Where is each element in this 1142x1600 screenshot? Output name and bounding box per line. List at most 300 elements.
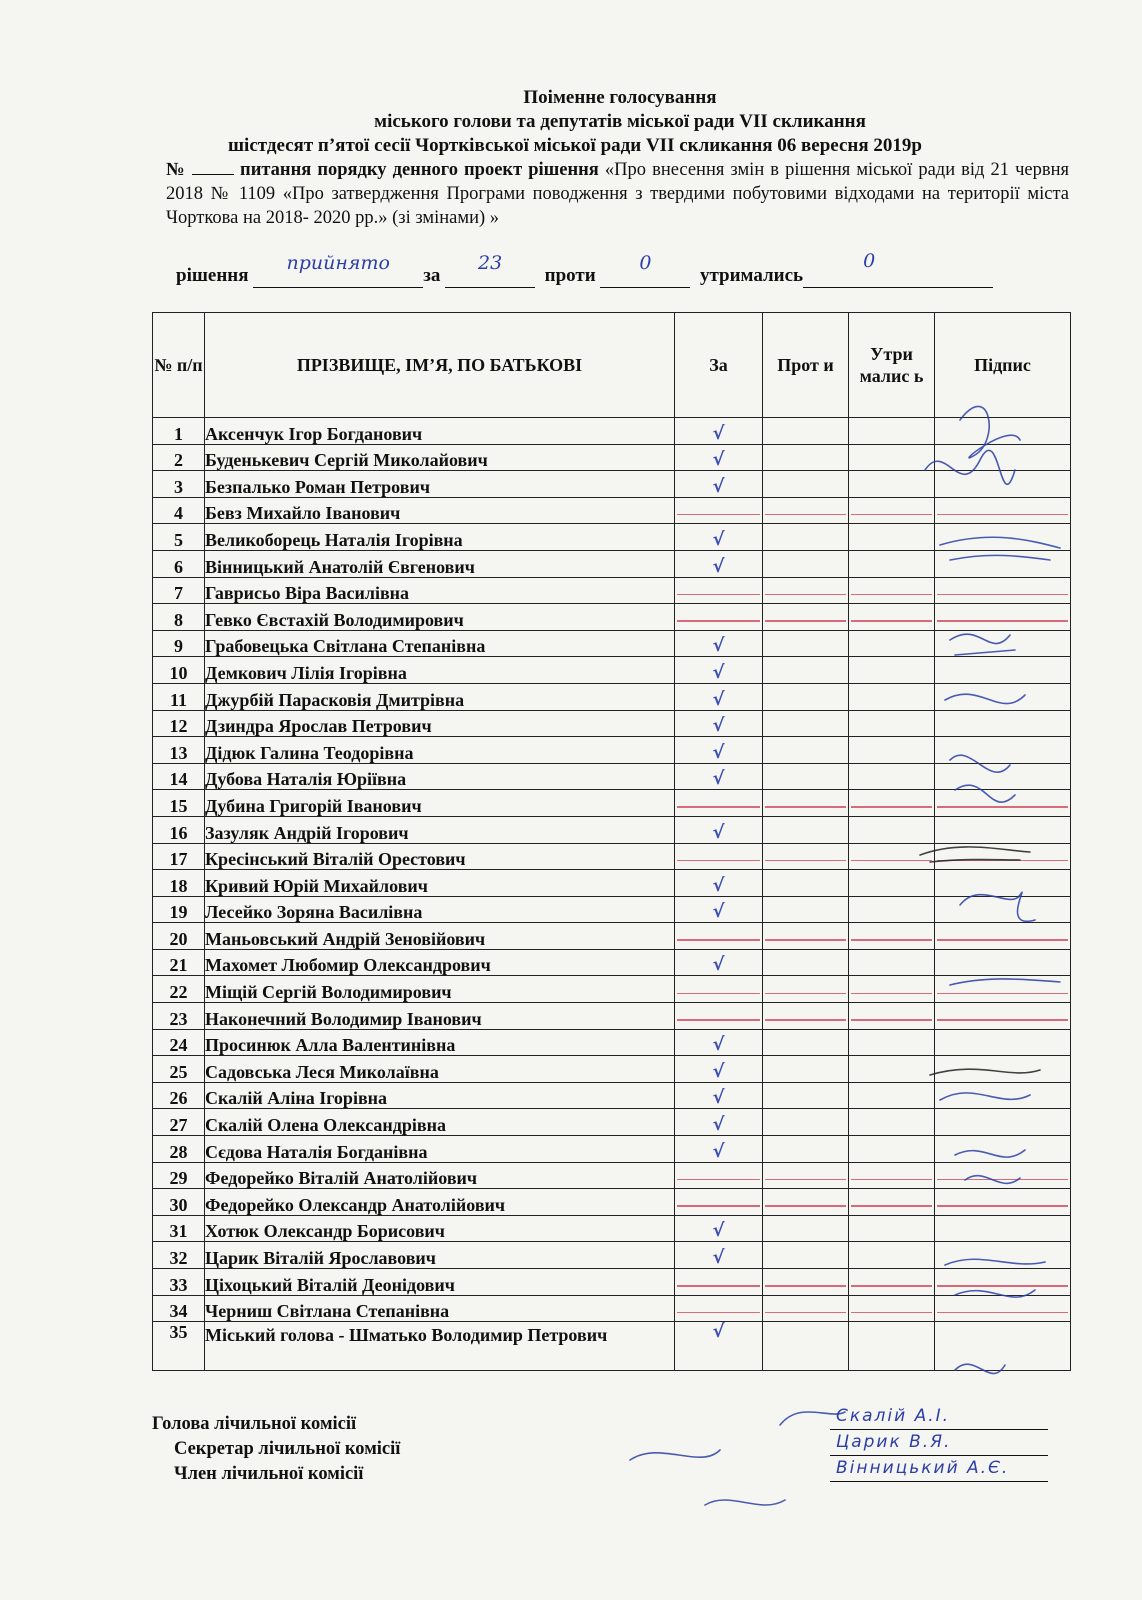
row-vote-abstained	[849, 1029, 935, 1056]
col-abstained-header: Утри малис ь	[849, 313, 935, 418]
row-vote-against	[763, 843, 849, 870]
table-row	[153, 1269, 1071, 1296]
row-vote-abstained	[849, 1056, 935, 1083]
check-mark-icon: √	[712, 449, 725, 471]
row-vote-against	[763, 1109, 849, 1136]
col-name-header: ПРІЗВИЩЕ, ІМ’Я, ПО БАТЬКОВІ	[205, 313, 675, 418]
check-mark-icon: √	[712, 741, 725, 763]
row-vote-abstained	[849, 870, 935, 897]
absent-dash	[851, 806, 932, 808]
table-row	[153, 683, 1071, 710]
row-vote-abstained	[849, 1109, 935, 1136]
table-row	[153, 1242, 1071, 1269]
for-value-field	[445, 252, 535, 288]
row-signature	[935, 790, 1071, 817]
row-name: Бевз Михайло Іванович	[205, 497, 675, 524]
absent-dash	[937, 939, 1068, 941]
row-vote-against	[763, 1029, 849, 1056]
decision-label: рішення	[176, 265, 249, 286]
absent-dash	[937, 1312, 1068, 1314]
row-name: Грабовецька Світлана Степанівна	[205, 630, 675, 657]
abstained-label: утримались	[699, 265, 804, 286]
row-vote-abstained	[849, 497, 935, 524]
row-signature	[935, 949, 1071, 976]
row-vote-for	[675, 870, 763, 897]
absent-dash	[937, 620, 1068, 622]
row-signature	[935, 843, 1071, 870]
row-vote-abstained	[849, 737, 935, 764]
agenda-label: питання порядку денного проект рішення	[240, 160, 599, 180]
row-vote-against	[763, 816, 849, 843]
absent-dash	[851, 620, 932, 622]
row-vote-against	[763, 524, 849, 551]
row-vote-abstained	[849, 923, 935, 950]
col-signature-header: Підпис	[935, 313, 1071, 418]
row-signature	[935, 471, 1071, 498]
row-vote-for	[675, 1003, 763, 1030]
row-number: 15	[153, 790, 205, 817]
row-vote-abstained	[849, 976, 935, 1003]
against-value: 0	[639, 252, 652, 274]
row-signature	[935, 1029, 1071, 1056]
row-vote-for	[675, 630, 763, 657]
row-signature	[935, 1082, 1071, 1109]
row-vote-for	[675, 949, 763, 976]
absent-dash	[765, 806, 846, 808]
row-vote-against	[763, 870, 849, 897]
agenda-number-blank	[192, 158, 234, 175]
row-number: 23	[153, 1003, 205, 1030]
row-name: Дубова Наталія Юріївна	[205, 763, 675, 790]
row-signature	[935, 683, 1071, 710]
absent-dash	[765, 1179, 846, 1181]
table-row	[153, 949, 1071, 976]
absent-dash	[851, 1312, 932, 1314]
row-name: Великоборець Наталія Ігорівна	[205, 524, 675, 551]
check-mark-icon: √	[712, 1247, 725, 1268]
row-name: Дубина Григорій Іванович	[205, 790, 675, 817]
row-vote-against	[763, 497, 849, 524]
row-signature	[935, 630, 1071, 657]
row-name: Хотюк Олександр Борисович	[205, 1215, 675, 1242]
row-vote-abstained	[849, 1082, 935, 1109]
table-row	[153, 444, 1071, 471]
row-vote-against	[763, 1242, 849, 1269]
row-signature	[935, 657, 1071, 684]
row-vote-for	[675, 1136, 763, 1163]
row-vote-abstained	[849, 896, 935, 923]
row-number: 5	[153, 524, 205, 551]
row-vote-against	[763, 604, 849, 631]
row-name: Сєдова Наталія Богданівна	[205, 1136, 675, 1163]
row-signature	[935, 550, 1071, 577]
row-signature	[935, 418, 1071, 445]
table-row	[153, 1003, 1071, 1030]
row-vote-for	[675, 1242, 763, 1269]
row-name: Царик Віталій Ярославович	[205, 1242, 675, 1269]
row-name: Скалій Олена Олександрівна	[205, 1109, 675, 1136]
row-signature	[935, 1162, 1071, 1189]
absent-dash	[677, 806, 760, 808]
table-row	[153, 1322, 1071, 1371]
row-signature	[935, 577, 1071, 604]
row-name: Дзиндра Ярослав Петрович	[205, 710, 675, 737]
row-vote-abstained	[849, 1136, 935, 1163]
absent-dash	[851, 514, 932, 516]
row-number: 31	[153, 1215, 205, 1242]
row-name: Кривий Юрій Михайлович	[205, 870, 675, 897]
row-signature	[935, 1322, 1071, 1371]
row-vote-abstained	[849, 1242, 935, 1269]
absent-dash	[677, 1019, 760, 1021]
member-name: Вінницький А.Є.	[830, 1456, 1048, 1482]
row-signature	[935, 524, 1071, 551]
check-mark-icon: √	[712, 635, 725, 657]
absent-dash	[677, 594, 760, 596]
row-vote-abstained	[849, 524, 935, 551]
member-label: Член лічильної комісії	[174, 1464, 364, 1484]
check-mark-icon: √	[712, 1321, 725, 1343]
row-signature	[935, 604, 1071, 631]
row-vote-for	[675, 1162, 763, 1189]
row-vote-against	[763, 790, 849, 817]
check-mark-icon: √	[712, 422, 725, 444]
row-vote-against	[763, 710, 849, 737]
absent-dash	[765, 620, 846, 622]
absent-dash	[937, 860, 1068, 862]
row-vote-for	[675, 1295, 763, 1322]
row-number: 29	[153, 1162, 205, 1189]
table-row	[153, 737, 1071, 764]
absent-dash	[937, 1019, 1068, 1021]
row-number: 3	[153, 471, 205, 498]
table-row	[153, 1136, 1071, 1163]
row-signature	[935, 497, 1071, 524]
table-row	[153, 1082, 1071, 1109]
absent-dash	[765, 514, 846, 516]
absent-dash	[765, 1285, 846, 1287]
vote-table-body	[153, 418, 1071, 1371]
absent-dash	[677, 1205, 760, 1207]
row-vote-abstained	[849, 1003, 935, 1030]
row-vote-against	[763, 763, 849, 790]
row-vote-for	[675, 976, 763, 1003]
row-vote-against	[763, 550, 849, 577]
row-number: 30	[153, 1189, 205, 1216]
row-vote-abstained	[849, 683, 935, 710]
decision-line	[176, 250, 1076, 288]
row-signature	[935, 763, 1071, 790]
table-row	[153, 1162, 1071, 1189]
row-name: Федорейко Олександр Анатолійович	[205, 1189, 675, 1216]
check-mark-icon: √	[712, 1060, 725, 1082]
row-vote-against	[763, 949, 849, 976]
absent-dash	[937, 1205, 1068, 1207]
check-mark-icon: √	[712, 874, 725, 896]
check-mark-icon: √	[712, 901, 725, 923]
absent-dash	[677, 1312, 760, 1314]
row-name: Маньовський Андрій Зеновійович	[205, 923, 675, 950]
row-signature	[935, 1242, 1071, 1269]
table-row	[153, 710, 1071, 737]
row-number: 18	[153, 870, 205, 897]
table-row	[153, 976, 1071, 1003]
row-vote-for	[675, 710, 763, 737]
absent-dash	[851, 1285, 932, 1287]
row-vote-against	[763, 1162, 849, 1189]
absent-dash	[851, 594, 932, 596]
row-vote-for	[675, 683, 763, 710]
abstained-value-field	[803, 250, 993, 288]
row-vote-for	[675, 1322, 763, 1371]
table-row	[153, 577, 1071, 604]
check-mark-icon: √	[712, 821, 725, 843]
row-vote-abstained	[849, 471, 935, 498]
table-row	[153, 1056, 1071, 1083]
row-vote-for	[675, 657, 763, 684]
table-row	[153, 870, 1071, 897]
row-signature	[935, 896, 1071, 923]
row-number: 26	[153, 1082, 205, 1109]
row-vote-against	[763, 577, 849, 604]
row-vote-abstained	[849, 604, 935, 631]
check-mark-icon: √	[712, 954, 725, 976]
row-number: 6	[153, 550, 205, 577]
row-vote-against	[763, 976, 849, 1003]
row-name: Вінницький Анатолій Євгенович	[205, 550, 675, 577]
absent-dash	[677, 1179, 760, 1181]
row-number: 8	[153, 604, 205, 631]
table-row	[153, 1109, 1071, 1136]
row-name: Безпалько Роман Петрович	[205, 471, 675, 498]
row-number: 25	[153, 1056, 205, 1083]
table-row	[153, 923, 1071, 950]
row-vote-abstained	[849, 763, 935, 790]
row-number: 27	[153, 1109, 205, 1136]
row-vote-for	[675, 816, 763, 843]
row-name: Джурбій Парасковія Дмитрівна	[205, 683, 675, 710]
row-name: Гаврисьо Віра Василівна	[205, 577, 675, 604]
table-row	[153, 763, 1071, 790]
document-title-block	[160, 86, 1080, 158]
table-row	[153, 790, 1071, 817]
secretary-signature	[630, 1450, 720, 1460]
secretary-label: Секретар лічильної комісії	[174, 1439, 401, 1459]
row-vote-abstained	[849, 630, 935, 657]
row-vote-for	[675, 1189, 763, 1216]
row-number: 21	[153, 949, 205, 976]
table-row	[153, 497, 1071, 524]
row-name: Міщій Сергій Володимирович	[205, 976, 675, 1003]
row-vote-for	[675, 1269, 763, 1296]
row-vote-for	[675, 497, 763, 524]
check-mark-icon: √	[712, 715, 725, 737]
row-number: 20	[153, 923, 205, 950]
table-row	[153, 1029, 1071, 1056]
row-vote-against	[763, 1056, 849, 1083]
table-row	[153, 816, 1071, 843]
check-mark-icon: √	[712, 1114, 725, 1136]
check-mark-icon: √	[712, 555, 725, 577]
row-vote-abstained	[849, 444, 935, 471]
row-vote-abstained	[849, 418, 935, 445]
row-vote-abstained	[849, 657, 935, 684]
row-name: Демкович Лілія Ігорівна	[205, 657, 675, 684]
absent-dash	[677, 1285, 760, 1287]
row-signature	[935, 976, 1071, 1003]
table-row	[153, 418, 1071, 445]
row-number: 12	[153, 710, 205, 737]
row-vote-abstained	[849, 1162, 935, 1189]
row-vote-against	[763, 1136, 849, 1163]
row-signature	[935, 1003, 1071, 1030]
row-number: 19	[153, 896, 205, 923]
absent-dash	[765, 1312, 846, 1314]
against-value-field	[600, 252, 690, 288]
absent-dash	[937, 993, 1068, 995]
row-vote-for	[675, 524, 763, 551]
row-name: Дідюк Галина Теодорівна	[205, 737, 675, 764]
row-vote-abstained	[849, 790, 935, 817]
absent-dash	[851, 1019, 932, 1021]
secretary-name: Царик В.Я.	[830, 1430, 1048, 1456]
row-signature	[935, 444, 1071, 471]
absent-dash	[851, 939, 932, 941]
row-vote-for	[675, 1109, 763, 1136]
row-number: 4	[153, 497, 205, 524]
check-mark-icon: √	[712, 1220, 725, 1242]
row-vote-against	[763, 683, 849, 710]
row-vote-against	[763, 1295, 849, 1322]
row-vote-for	[675, 790, 763, 817]
commission-labels	[152, 1412, 400, 1487]
row-signature	[935, 1215, 1071, 1242]
row-vote-against	[763, 657, 849, 684]
row-signature	[935, 816, 1071, 843]
col-number-header: № п/п	[153, 313, 205, 418]
row-number: 16	[153, 816, 205, 843]
row-vote-against	[763, 630, 849, 657]
document-title: Поіменне голосування	[523, 87, 717, 108]
vote-table-header	[153, 313, 1071, 418]
decision-value: прийнято	[286, 252, 390, 274]
check-mark-icon: √	[712, 475, 725, 497]
row-name: Гевко Євстахій Володимирович	[205, 604, 675, 631]
absent-dash	[937, 806, 1068, 808]
table-row	[153, 657, 1071, 684]
row-vote-abstained	[849, 550, 935, 577]
row-vote-for	[675, 896, 763, 923]
row-number: 10	[153, 657, 205, 684]
row-number: 22	[153, 976, 205, 1003]
row-number: 14	[153, 763, 205, 790]
row-vote-for	[675, 1082, 763, 1109]
row-vote-abstained	[849, 1322, 935, 1371]
row-name: Федорейко Віталій Анатолійович	[205, 1162, 675, 1189]
row-name: Наконечний Володимир Іванович	[205, 1003, 675, 1030]
row-vote-against	[763, 896, 849, 923]
row-vote-abstained	[849, 843, 935, 870]
absent-dash	[851, 993, 932, 995]
row-signature	[935, 737, 1071, 764]
row-number: 24	[153, 1029, 205, 1056]
commission-signers	[830, 1404, 1048, 1482]
absent-dash	[765, 993, 846, 995]
absent-dash	[765, 594, 846, 596]
member-signature	[705, 1500, 785, 1505]
row-signature	[935, 1295, 1071, 1322]
row-name: Міський голова - Шматько Володимир Петрович	[205, 1322, 675, 1371]
row-number: 28	[153, 1136, 205, 1163]
row-signature	[935, 1109, 1071, 1136]
agenda-text: «Про внесення змін в рішення міської ради від 21 червня 2018 № 1109 «Про затвердження Програми поводження з твердими побутовими відходами на території міста Чорткова на 2018- 2020 рр.» (зі змінами) »	[166, 160, 1070, 228]
for-value: 23	[478, 252, 503, 274]
row-vote-for	[675, 604, 763, 631]
row-vote-against	[763, 1082, 849, 1109]
row-vote-against	[763, 1003, 849, 1030]
absent-dash	[677, 993, 760, 995]
row-vote-for	[675, 550, 763, 577]
row-signature	[935, 1189, 1071, 1216]
absent-dash	[937, 1179, 1068, 1181]
chair-name: Скалій А.І.	[830, 1404, 1048, 1430]
row-vote-for	[675, 1056, 763, 1083]
row-vote-for	[675, 843, 763, 870]
row-vote-for	[675, 923, 763, 950]
table-row	[153, 604, 1071, 631]
row-name: Кресінський Віталій Орестович	[205, 843, 675, 870]
row-name: Аксенчук Ігор Богданович	[205, 418, 675, 445]
row-vote-for	[675, 763, 763, 790]
row-number: 11	[153, 683, 205, 710]
row-signature	[935, 923, 1071, 950]
table-row	[153, 896, 1071, 923]
row-vote-against	[763, 737, 849, 764]
row-name: Черниш Світлана Степанівна	[205, 1295, 675, 1322]
col-against-header: Прот и	[763, 313, 849, 418]
row-number: 17	[153, 843, 205, 870]
row-signature	[935, 870, 1071, 897]
check-mark-icon: √	[712, 1140, 725, 1162]
row-vote-for	[675, 577, 763, 604]
document-subtitle-1: міського голови та депутатів міської ради VII скликання	[374, 111, 866, 132]
table-row	[153, 630, 1071, 657]
table-row	[153, 1189, 1071, 1216]
row-vote-abstained	[849, 1215, 935, 1242]
table-row	[153, 471, 1071, 498]
row-vote-against	[763, 471, 849, 498]
row-vote-abstained	[849, 949, 935, 976]
absent-dash	[677, 939, 760, 941]
absent-dash	[765, 939, 846, 941]
table-row	[153, 1215, 1071, 1242]
absent-dash	[937, 594, 1068, 596]
chair-label: Голова лічильної комісії	[152, 1414, 357, 1434]
row-vote-for	[675, 444, 763, 471]
absent-dash	[677, 860, 760, 862]
col-for-header: За	[675, 313, 763, 418]
row-name: Махомет Любомир Олександрович	[205, 949, 675, 976]
row-name: Буденькевич Сергій Миколайович	[205, 444, 675, 471]
agenda-item	[166, 158, 1069, 230]
row-name: Скалій Аліна Ігорівна	[205, 1082, 675, 1109]
absent-dash	[937, 1285, 1068, 1287]
row-number: 1	[153, 418, 205, 445]
row-number: 33	[153, 1269, 205, 1296]
row-number: 9	[153, 630, 205, 657]
row-number: 7	[153, 577, 205, 604]
table-row	[153, 550, 1071, 577]
